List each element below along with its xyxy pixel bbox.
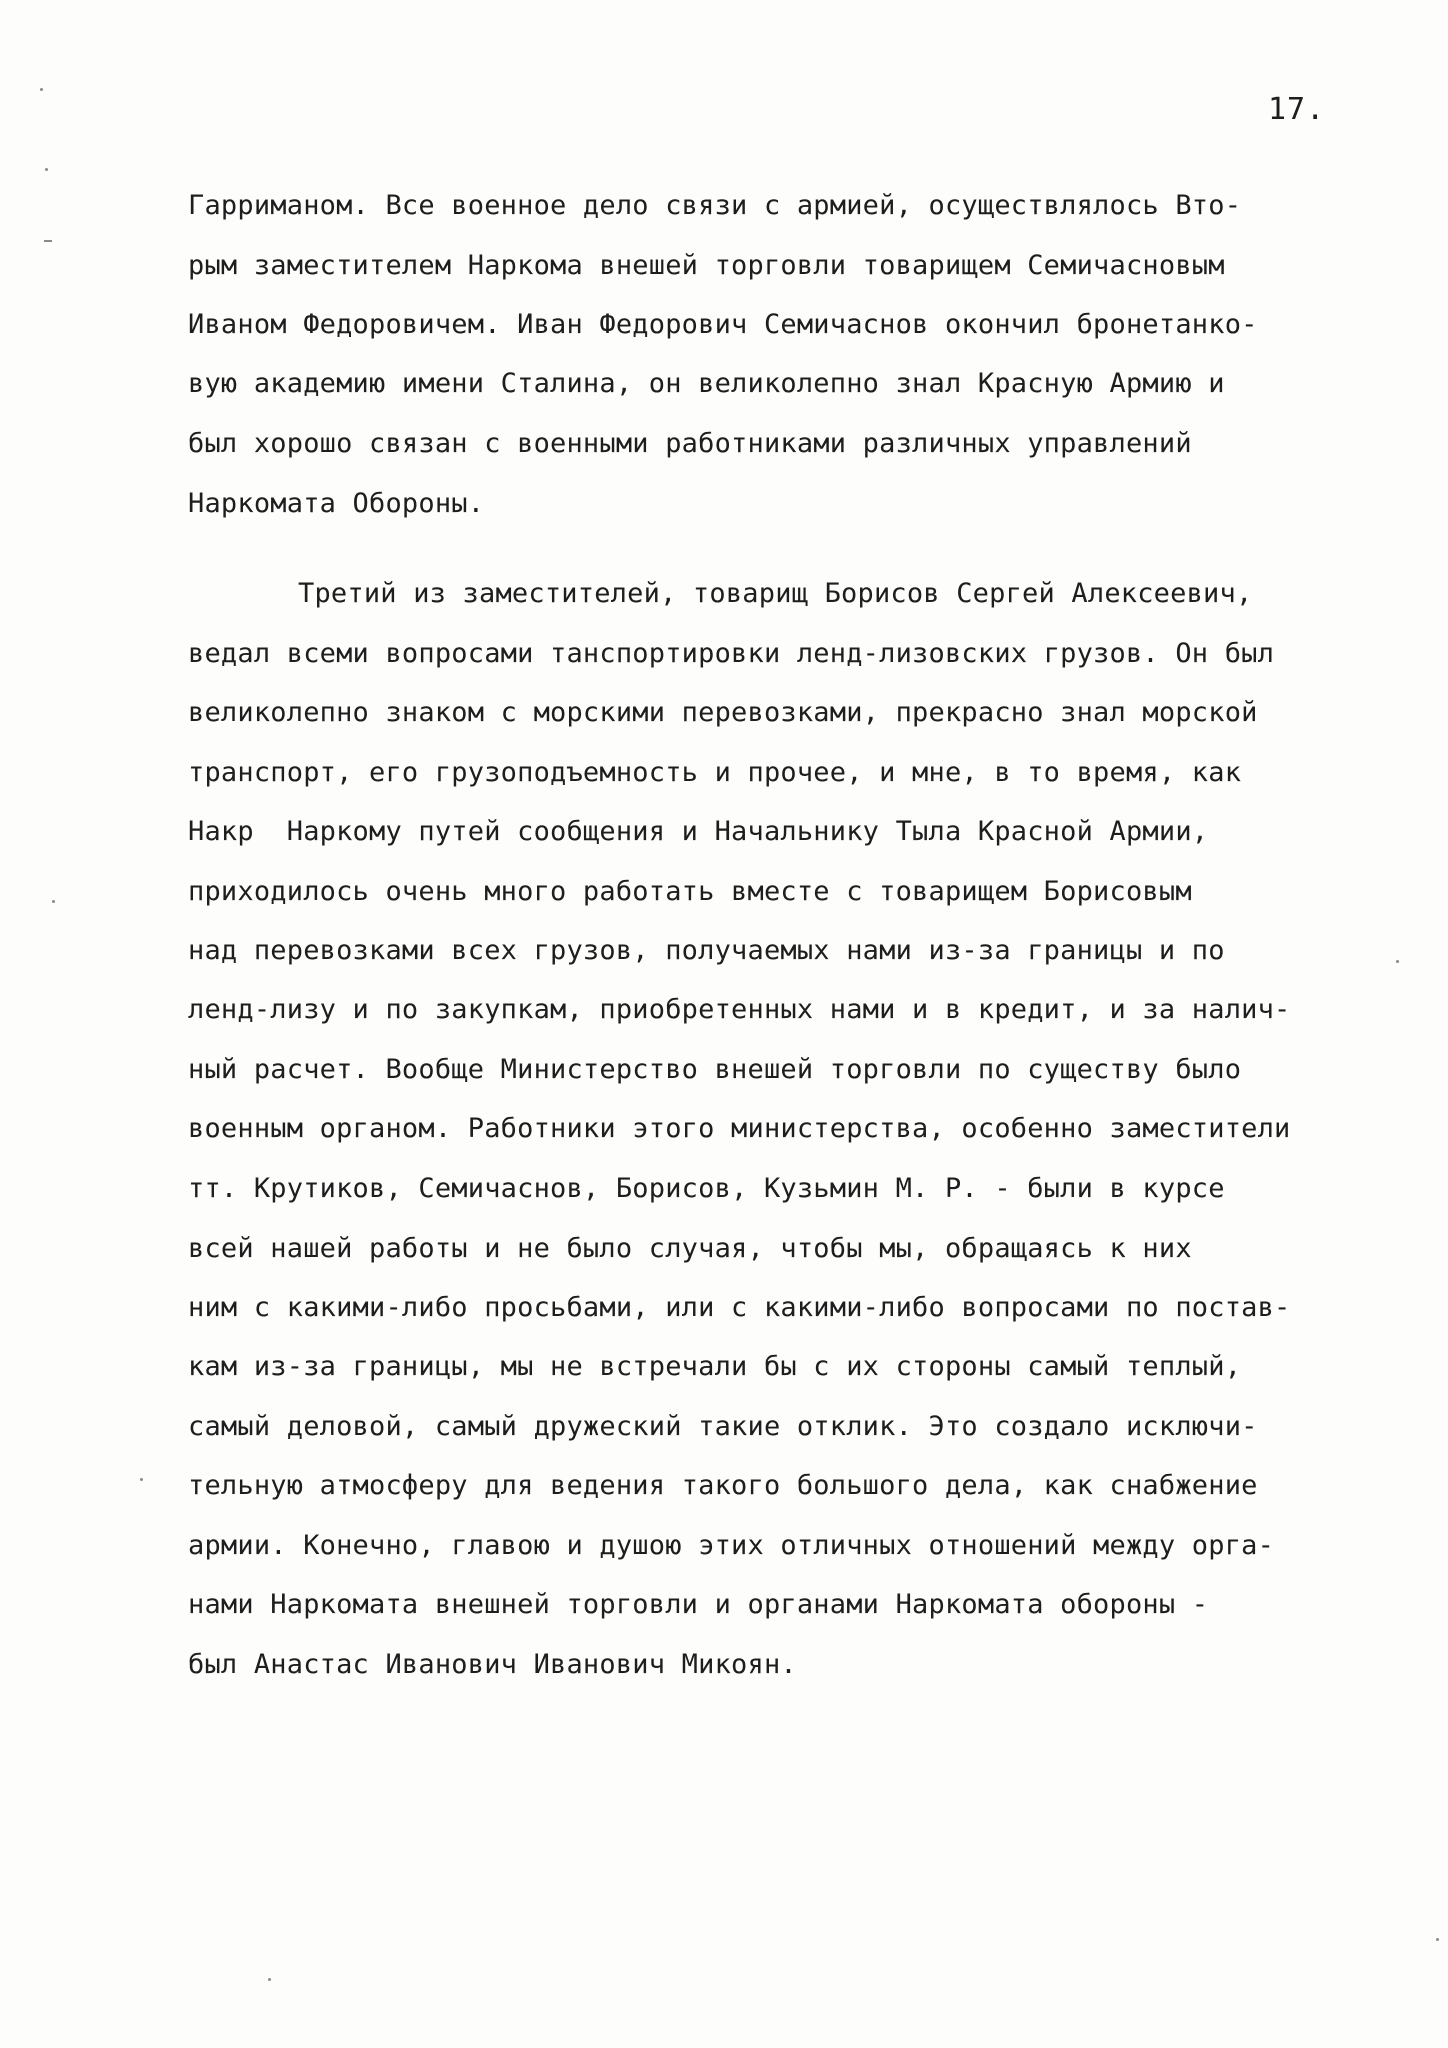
text-line: Накр Наркому путей сообщения и Начальнику Тыла Красной Армии, bbox=[188, 816, 1209, 847]
text-line: военным органом. Работники этого министерства, особенно заместители bbox=[188, 1113, 1291, 1144]
scan-speck bbox=[44, 240, 52, 242]
text-line: ный расчет. Вообще Министерство внешей торговли по существу было bbox=[188, 1054, 1242, 1085]
scan-speck bbox=[52, 900, 55, 903]
text-line: был Анастас Иванович Иванович Микоян. bbox=[188, 1649, 797, 1680]
text-line: ленд-лизу и по закупкам, приобретенных нами и в кредит, и за налич- bbox=[188, 994, 1291, 1025]
page-number: 17. bbox=[1268, 92, 1326, 127]
text-line: вую академию имени Сталина, он великолепно знал Красную Армию и bbox=[188, 368, 1225, 399]
text-line: самый деловой, самый дружеский такие отклик. Это создало исключи- bbox=[188, 1411, 1258, 1442]
text-line: нами Наркомата внешней торговли и органами Наркомата обороны - bbox=[188, 1589, 1209, 1620]
text-line: рым заместителем Наркома внешей торговли товарищем Семичасновым bbox=[188, 250, 1225, 281]
scan-speck bbox=[1436, 1938, 1439, 1941]
text-line: всей нашей работы и не было случая, чтобы мы, обращаясь к них bbox=[188, 1233, 1192, 1264]
text-line: над перевозками всех грузов, получаемых нами из-за границы и по bbox=[188, 935, 1225, 966]
scan-speck bbox=[45, 168, 48, 171]
text-line: тельную атмосферу для ведения такого большого дела, как снабжение bbox=[188, 1470, 1258, 1501]
text-line: Иваном Федоровичем. Иван Федорович Семичаснов окончил бронетанко- bbox=[188, 309, 1258, 340]
text-line: ним с какими-либо просьбами, или с какими-либо вопросами по постав- bbox=[188, 1292, 1291, 1323]
scan-speck bbox=[140, 1478, 143, 1481]
text-line: Наркомата Обороны. bbox=[188, 488, 485, 519]
text-line: кам из-за границы, мы не встречали бы с их стороны самый теплый, bbox=[188, 1351, 1242, 1382]
text-line: великолепно знаком с морскими перевозками, прекрасно знал морской bbox=[188, 697, 1258, 728]
text-line: транспорт, его грузоподъемность и прочее, и мне, в то время, как bbox=[188, 757, 1242, 788]
scan-speck bbox=[1396, 960, 1399, 963]
text-line: был хорошо связан с военными работниками различных управлений bbox=[188, 428, 1192, 459]
text-line: тт. Крутиков, Семичаснов, Борисов, Кузьмин М. Р. - были в курсе bbox=[188, 1173, 1225, 1204]
text-line: приходилось очень много работать вместе с товарищем Борисовым bbox=[188, 876, 1192, 907]
text-line: армии. Конечно, главою и душою этих отличных отношений между орга- bbox=[188, 1530, 1275, 1561]
text-line: Гарриманом. Все военное дело связи с армией, осуществлялось Вто- bbox=[188, 190, 1242, 221]
paragraph-indent-line: Третий из заместителей, товарищ Борисов Сергей Алексеевич, bbox=[298, 578, 1253, 609]
scan-speck bbox=[268, 1978, 271, 1981]
scan-speck bbox=[40, 88, 43, 91]
text-line: ведал всеми вопросами танспортировки ленд-лизовских грузов. Он был bbox=[188, 638, 1275, 669]
